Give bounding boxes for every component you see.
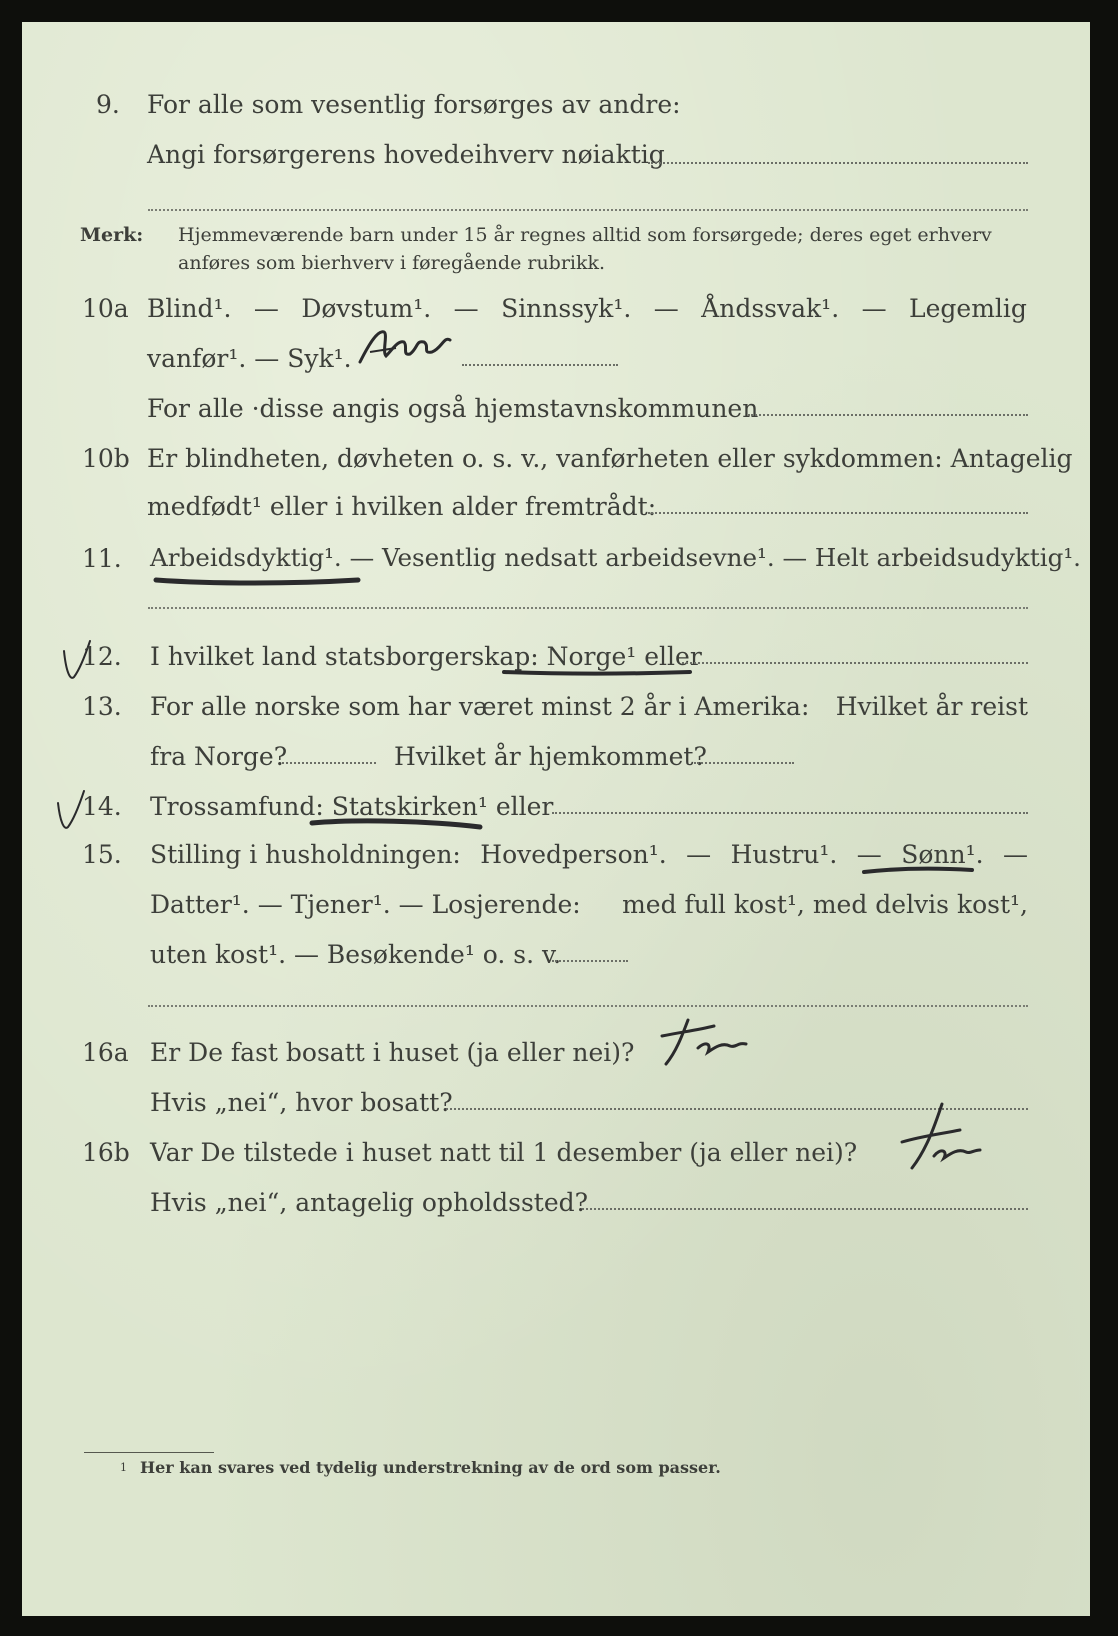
q10a-line1-part: — (453, 294, 479, 323)
q16b-handwritten-answer (870, 1098, 990, 1178)
q15-line2-part: med full kost¹, med delvis kost¹, (622, 890, 1028, 919)
merk-line1: Hjemmeværende barn under 15 år regnes alltid som forsørgede; deres eget erhverv (178, 224, 992, 246)
q14-underline-mark (308, 817, 488, 833)
q10a-line1-part: Legemlig (909, 294, 1027, 323)
q10a-answer-line[interactable] (462, 364, 618, 366)
q10a-line2: vanfør¹. — Syk¹. (147, 344, 352, 373)
q16b-number: 16b (82, 1138, 130, 1167)
q9-answer-line[interactable] (648, 162, 1028, 164)
q10a-line1-part: Sinnssyk¹. (501, 294, 632, 323)
q12-underline-mark (500, 666, 700, 680)
q15-line1-part: Hustru¹. (730, 840, 838, 869)
q9-line1: For alle som vesentlig forsørges av andre: (147, 90, 681, 119)
footnote-divider (84, 1452, 214, 1453)
q10a-line1-part: Døvstum¹. (301, 294, 432, 323)
q10b-answer-line[interactable] (648, 512, 1028, 514)
q13-reist-line[interactable] (282, 762, 376, 764)
q10a-line1-part: Blind¹. (147, 294, 232, 323)
q16a-line1: Er De fast bosatt i huset (ja eller nei)? (150, 1038, 635, 1067)
merk-line2: anføres som bierhverv i føregående rubrikk. (178, 252, 606, 274)
q15-line1-part: Hovedperson¹. (480, 840, 667, 869)
q9-line2: Angi forsørgerens hovedeihverv nøiaktig (147, 140, 665, 169)
census-form-page (22, 22, 1090, 1616)
merk-label: Merk: (80, 224, 144, 246)
q15-line1-part: — (1002, 840, 1028, 869)
q15-line1-part: Stilling i husholdningen: (150, 840, 461, 869)
q10a-line1 (147, 296, 1027, 321)
q13-line2a: fra Norge? (150, 742, 288, 771)
q11-underline-mark (152, 572, 372, 590)
q16b-line1: Var De tilstede i huset natt til 1 desember (ja eller nei)? (150, 1138, 858, 1167)
q13-line1-part: For alle norske som har været minst 2 år i Amerika: (150, 692, 810, 721)
q16a-handwritten-answer (642, 1012, 752, 1072)
q9-extra-answer-line[interactable] (148, 209, 1028, 211)
q13-hjemkommet-line[interactable] (694, 762, 794, 764)
q9-number: 9. (96, 90, 120, 119)
q15-underline-mark (860, 864, 980, 878)
q10a-handwritten-answer (352, 322, 472, 372)
q12-line1: I hvilket land statsborgerskap: Norge¹ eller (150, 642, 702, 671)
q10a-hjemstavn-line[interactable] (748, 414, 1028, 416)
q16b-line2: Hvis „nei“, antagelig opholdssted? (150, 1188, 589, 1217)
q14-number: 14. (82, 792, 122, 821)
q15-answer-line[interactable] (552, 960, 628, 962)
q10b-line2: medfødt¹ eller i hvilken alder fremtrådt: (147, 492, 657, 521)
q11-extra-line[interactable] (148, 607, 1028, 609)
q15-extra-line[interactable] (148, 1005, 1028, 1007)
q14-answer-line[interactable] (552, 812, 1028, 814)
q15-number: 15. (82, 840, 122, 869)
q10a-number: 10a (82, 294, 129, 323)
footnote-mark: 1 (120, 1461, 127, 1474)
q13-number: 13. (82, 692, 122, 721)
q13-line1 (150, 694, 1028, 719)
q16a-number: 16a (82, 1038, 129, 1067)
q10b-number: 10b (82, 444, 130, 473)
q15-line1-part: — (686, 840, 712, 869)
q10a-line1-part: — (653, 294, 679, 323)
q13-line1-part: Hvilket år reist (835, 692, 1028, 721)
q10b-line1: Er blindheten, døvheten o. s. v., vanførheten eller sykdommen: Antagelig (147, 444, 1073, 473)
q10a-line1-part: — (253, 294, 279, 323)
footnote-text: Her kan svares ved tydelig understrekning av de ord som passer. (140, 1458, 721, 1477)
q15-line1-part: — (856, 840, 882, 869)
q15-line1-part: Sønn¹. (901, 840, 984, 869)
q15-line3: uten kost¹. — Besøkende¹ o. s. v. (150, 940, 562, 969)
q12-answer-line[interactable] (682, 662, 1028, 664)
q11-line1: Arbeidsdyktig¹. — Vesentlig nedsatt arbeidsevne¹. — Helt arbeidsudyktig¹. (150, 543, 1081, 572)
q10a-line1-part: — (861, 294, 887, 323)
q10a-line1-part: Åndssvak¹. (701, 294, 840, 323)
q16b-answer-line[interactable] (582, 1208, 1028, 1210)
q15-line2-part: Datter¹. — Tjener¹. — Losjerende: (150, 890, 581, 919)
q16a-line2: Hvis „nei“, hvor bosatt? (150, 1088, 453, 1117)
q12-number: 12. (82, 642, 122, 671)
q13-line2b: Hvilket år hjemkommet? (394, 742, 707, 771)
q14-line1: Trossamfund: Statskirken¹ eller (150, 792, 554, 821)
q15-line2 (150, 892, 1028, 917)
q10a-line3: For alle ·disse angis også hjemstavnskommunen (147, 394, 759, 423)
q11-number: 11. (82, 544, 122, 573)
